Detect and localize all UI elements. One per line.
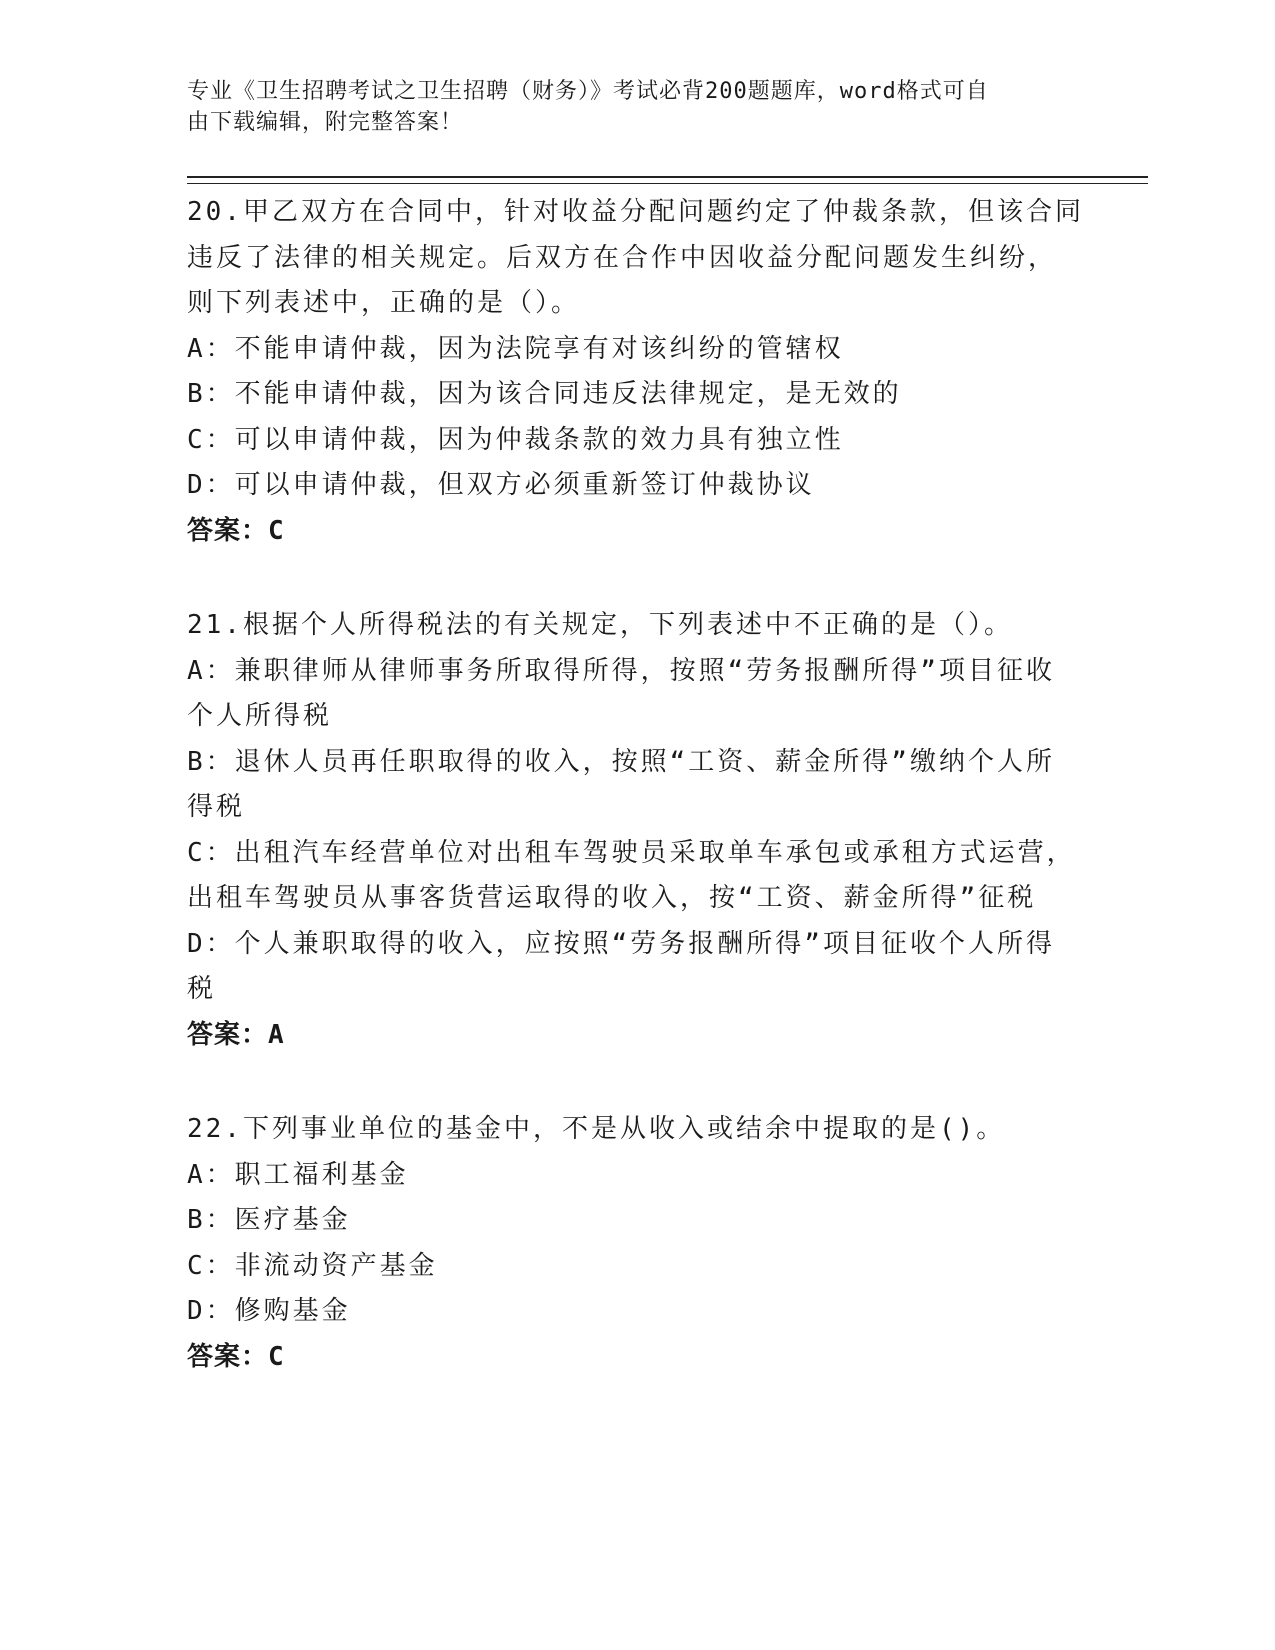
document-header bbox=[187, 76, 1067, 138]
option-b-continued: 得税 bbox=[187, 792, 246, 822]
option-c: C：可以申请仲裁，因为仲裁条款的效力具有独立性 bbox=[187, 424, 844, 455]
option-a: A：不能申请仲裁，因为法院享有对该纠纷的管辖权 bbox=[187, 333, 844, 364]
question-stem-line: 22.下列事业单位的基金中，不是从收入或结余中提取的是()。 bbox=[187, 1114, 1006, 1144]
answer-label: 答案：C bbox=[187, 1341, 285, 1372]
option-a-continued: 个人所得税 bbox=[187, 701, 333, 731]
option-b: B：不能申请仲裁，因为该合同违反法律规定，是无效的 bbox=[187, 379, 902, 409]
option-d: D：个人兼职取得的收入，应按照“劳务报酬所得”项目征收个人所得 bbox=[187, 928, 1055, 959]
question-stem-line: 20.甲乙双方在合同中，针对收益分配问题约定了仲裁条款，但该合同 bbox=[187, 197, 1084, 227]
option-a: A：职工福利基金 bbox=[187, 1159, 409, 1190]
header-divider-thin bbox=[187, 183, 1148, 184]
option-b: B：医疗基金 bbox=[187, 1205, 351, 1235]
option-b: B：退休人员再任职取得的收入，按照“工资、薪金所得”缴纳个人所 bbox=[187, 746, 1055, 777]
header-line-2: 由下载编辑，附完整答案！ bbox=[187, 110, 464, 135]
option-d-continued: 税 bbox=[187, 974, 217, 1004]
question-stem-line: 违反了法律的相关规定。后双方在合作中因收益分配问题发生纠纷， bbox=[187, 242, 1058, 273]
question-list bbox=[187, 190, 1087, 1429]
header-divider-thick bbox=[187, 176, 1148, 178]
header-line-1: 专业《卫生招聘考试之卫生招聘（财务）》考试必背200题题库，word格式可自 bbox=[187, 79, 989, 104]
option-c: C：出租汽车经营单位对出租车驾驶员采取单车承包或承租方式运营， bbox=[187, 837, 1076, 868]
option-c: C：非流动资产基金 bbox=[187, 1250, 438, 1281]
answer-label: 答案：A bbox=[187, 1019, 285, 1050]
question-stem-line: 则下列表述中，正确的是（）。 bbox=[187, 288, 581, 318]
option-c-continued: 出租车驾驶员从事客货营运取得的收入，按“工资、薪金所得”征税 bbox=[187, 883, 1037, 913]
option-d: D：可以申请仲裁，但双方必须重新签订仲裁协议 bbox=[187, 470, 815, 500]
answer-label: 答案：C bbox=[187, 515, 285, 546]
question-stem-line: 21.根据个人所得税法的有关规定，下列表述中不正确的是（）。 bbox=[187, 610, 1013, 640]
question-22 bbox=[187, 1107, 1087, 1380]
question-21 bbox=[187, 603, 1087, 1058]
option-d: D：修购基金 bbox=[187, 1296, 351, 1326]
option-a: A：兼职律师从律师事务所取得所得，按照“劳务报酬所得”项目征收 bbox=[187, 655, 1055, 686]
question-20 bbox=[187, 190, 1087, 554]
